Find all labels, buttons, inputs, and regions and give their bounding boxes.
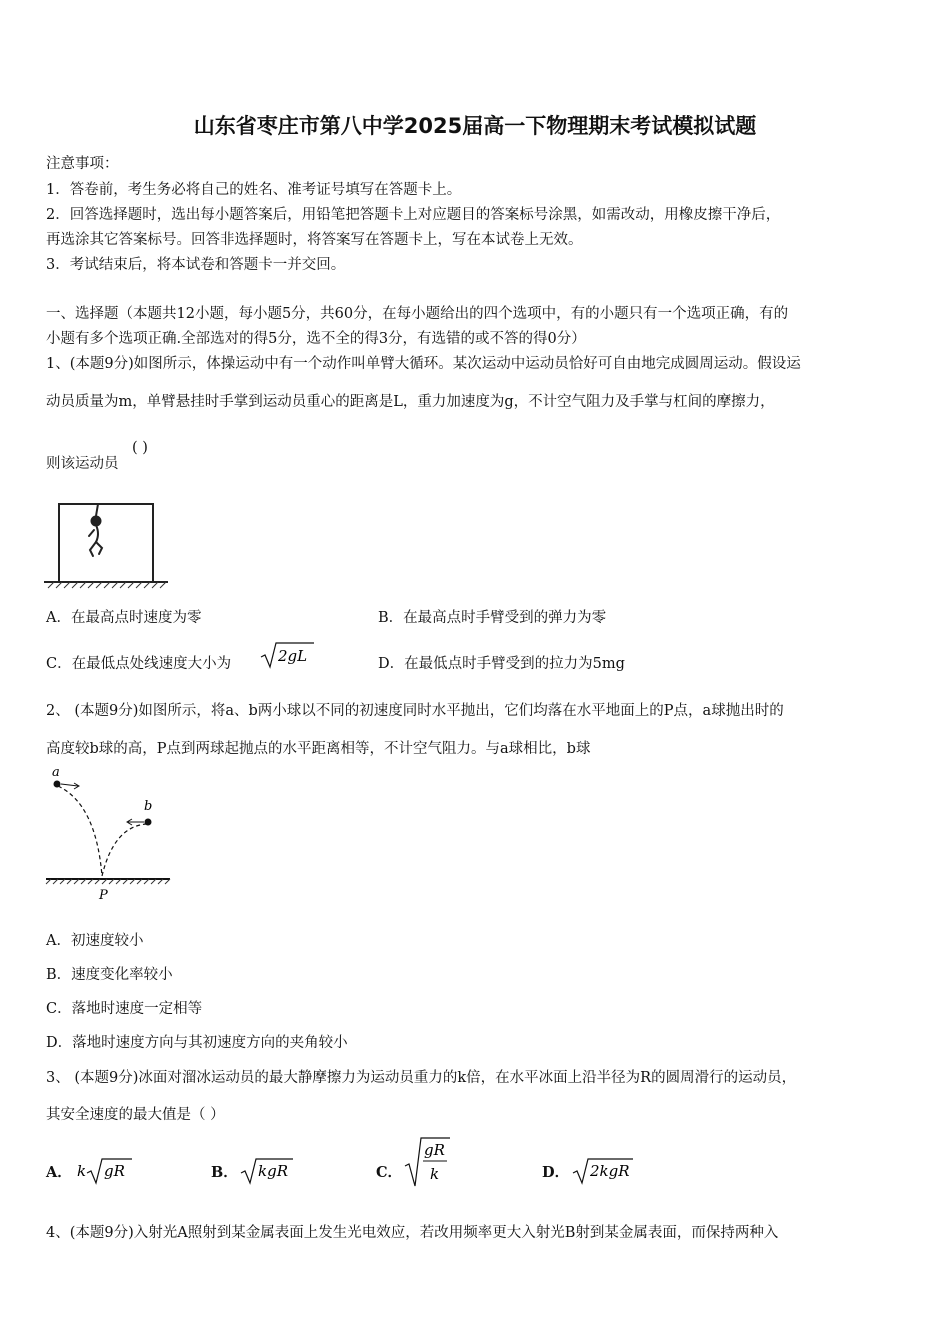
option-b: B．速度变化率较小 (46, 967, 173, 983)
notice-item: 1．答卷前，考生务必将自己的姓名、准考证号填写在答题卡上。 (46, 182, 462, 198)
svg-text:P: P (99, 888, 108, 903)
option-b-label: B． (211, 1164, 238, 1181)
option-d: D．在最低点时手臂受到的拉力为5mg (378, 656, 625, 672)
sqrt-2gL-formula (258, 640, 316, 670)
question-2-text: 高度较b球的高，P点到两球起抛点的水平距离相等，不计空气阻力。与a球相比，b球 (46, 741, 591, 757)
svg-text:a: a (52, 765, 60, 780)
section-heading: 小题有多个选项正确.全部选对的得5分，选不全的得3分，有选错的或不答的得0分） (46, 331, 586, 347)
page-title: 山东省枣庄市第八中学2025届高一下物理期末考试模拟试题 (193, 114, 757, 138)
section-heading: 一、选择题（本题共12小题，每小题5分，共60分，在每小题给出的四个选项中，有的小题只有一个选项正确，有的 (46, 306, 789, 322)
svg-text:b: b (144, 799, 153, 814)
option-b: B．在最高点时手臂受到的弹力为零 (378, 610, 607, 626)
formula-sqrt-2kgR (570, 1154, 636, 1186)
notice-heading: 注意事项： (46, 156, 119, 172)
question-3-text: 其安全速度的最大值是（ ） (46, 1107, 225, 1123)
option-c: C．落地时速度一定相等 (46, 1001, 203, 1017)
svg-text:k: k (77, 1162, 87, 1180)
option-a: A．初速度较小 (46, 933, 144, 949)
answer-bracket: ( ) (132, 440, 148, 456)
notice-item: 2．回答选择题时，选出每小题答案后，用铅笔把答题卡上对应题目的答案标号涂黑，如需改动，用橡皮擦干净后， (46, 207, 781, 223)
question-3-text: 3、 (本题9分)冰面对溜冰运动员的最大静摩擦力为运动员重力的k倍，在水平冰面上沿半径为R的圆周滑行的运动员， (46, 1070, 797, 1086)
question-1-text: 则该运动员 (46, 456, 119, 472)
svg-text:k: k (430, 1165, 440, 1183)
svg-text:2kgR: 2kgR (590, 1162, 630, 1180)
svg-text:gR: gR (104, 1162, 125, 1180)
svg-text:kgR: kgR (258, 1162, 288, 1180)
question-2-text: 2、 (本题9分)如图所示，将a、b两小球以不同的初速度同时水平抛出，它们均落在水平地面上的P点，a球抛出时的 (46, 703, 784, 719)
question-4-text: 4、(本题9分)入射光A照射到某金属表面上发生光电效应，若改用频率更大入射光B射到某金属表面，而保持两种入 (46, 1225, 779, 1241)
projectile-figure (44, 764, 174, 904)
option-c-label: C． (376, 1164, 403, 1181)
question-1-text: 动员质量为m，单臂悬挂时手掌到运动员重心的距离是L，重力加速度为g，不计空气阻力及手掌与杠间的摩擦力， (46, 394, 775, 410)
gymnast-bar-figure (44, 494, 170, 590)
option-d-label: D． (542, 1164, 570, 1181)
formula-sqrt-kgR (238, 1154, 296, 1186)
notice-item: 再选涂其它答案标号。回答非选择题时，将答案写在答题卡上，写在本试卷上无效。 (46, 232, 583, 248)
formula-k-sqrt-gR (74, 1154, 134, 1186)
formula-sqrt-gR-over-k (402, 1134, 454, 1190)
option-c: C．在最低点处线速度大小为 (46, 656, 232, 672)
svg-text:gR: gR (424, 1141, 445, 1159)
option-d: D．落地时速度方向与其初速度方向的夹角较小 (46, 1035, 348, 1051)
option-a-label: A． (46, 1164, 72, 1181)
option-a: A．在最高点时速度为零 (46, 610, 202, 626)
question-1-text: 1、(本题9分)如图所示，体操运动中有一个动作叫单臂大循环。某次运动中运动员恰好可自由地完成圆周运动。假设运 (46, 356, 801, 372)
notice-item: 3．考试结束后，将本试卷和答题卡一并交回。 (46, 257, 346, 273)
svg-text:2gL: 2gL (278, 647, 308, 665)
